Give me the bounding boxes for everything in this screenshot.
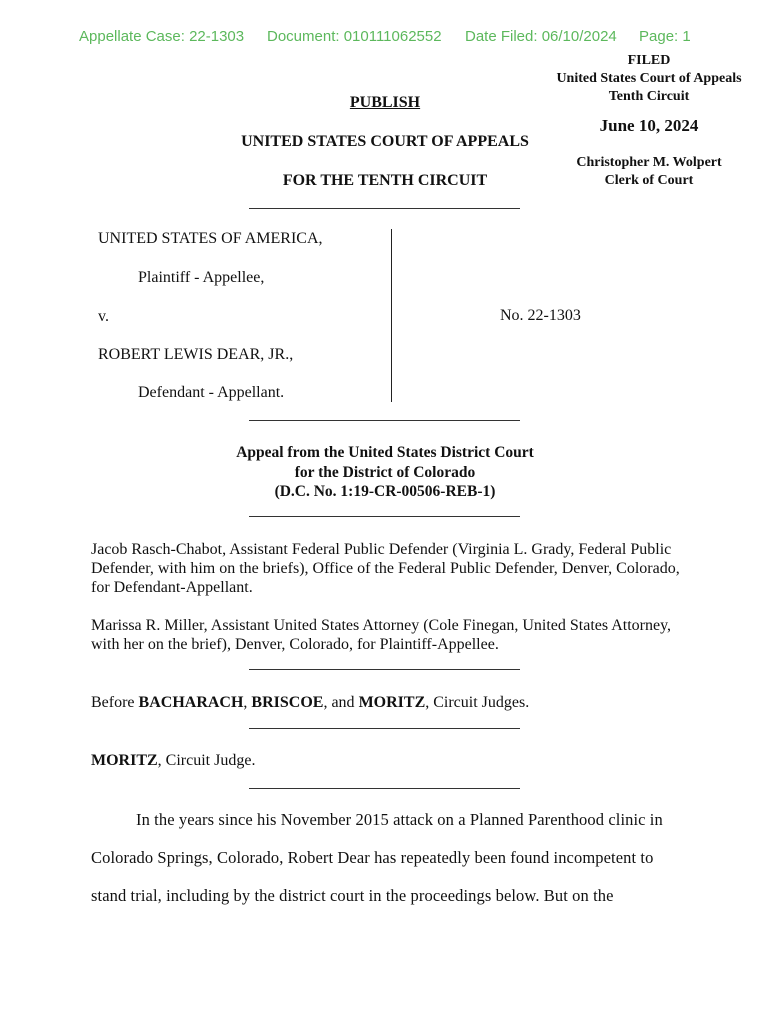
divider <box>249 669 520 670</box>
judge-name: MORITZ <box>358 694 426 711</box>
versus: v. <box>98 308 109 325</box>
filed-circuit: Tenth Circuit <box>608 89 690 104</box>
publish-label: PUBLISH <box>349 94 421 111</box>
judge-name: BRISCOE <box>251 694 324 711</box>
filed-court: United States Court of Appeals <box>556 71 742 86</box>
court-title: UNITED STATES COURT OF APPEALS <box>241 133 529 150</box>
defendant-name: ROBERT LEWIS DEAR, JR., <box>98 346 294 363</box>
appeal-line-2: for the District of Colorado <box>294 463 476 481</box>
divider <box>249 728 520 729</box>
plaintiff-name: UNITED STATES OF AMERICA, <box>98 230 323 247</box>
panel-before: Before <box>91 694 139 711</box>
clerk-title: Clerk of Court <box>604 173 694 188</box>
judge-name: BACHARACH <box>138 694 244 711</box>
counsel-appellee: Marissa R. Miller, Assistant United States Attorney (Cole Finegan, United States Attorney, with her on the brief), Denver, Colorado, for Plaintiff-Appellee. <box>91 617 672 653</box>
panel-separator: , <box>243 694 252 711</box>
circuit-title: FOR THE TENTH CIRCUIT <box>282 172 488 189</box>
filed-stamp <box>534 52 764 190</box>
header-document: Document: 010111062552 <box>267 28 442 45</box>
header-case: Appellate Case: 22-1303 <box>79 28 245 45</box>
panel-separator: , and <box>323 694 359 711</box>
divider <box>249 516 520 517</box>
clerk-name: Christopher M. Wolpert <box>576 155 722 170</box>
filed-date: June 10, 2024 <box>599 116 699 135</box>
appeal-line-1: Appeal from the United States District Court <box>236 444 534 461</box>
filed-label: FILED <box>627 53 671 68</box>
opinion-line-3: stand trial, including by the district court in the proceedings below. But on the <box>91 886 614 905</box>
author-line <box>91 752 255 770</box>
panel-line <box>91 694 529 712</box>
defendant-role: Defendant - Appellant. <box>138 384 285 401</box>
divider <box>249 208 520 209</box>
author-suffix: , Circuit Judge. <box>157 752 256 769</box>
divider <box>249 788 520 789</box>
plaintiff-role: Plaintiff - Appellee, <box>138 269 265 286</box>
opinion-line-2: Colorado Springs, Colorado, Robert Dear has repeatedly been found incompetent to <box>91 848 654 867</box>
appeal-block <box>220 443 550 502</box>
panel-suffix: , Circuit Judges. <box>425 694 530 711</box>
opinion-line-1: In the years since his November 2015 attack on a Planned Parenthood clinic in <box>136 810 663 829</box>
header-date-filed: Date Filed: 06/10/2024 <box>465 28 617 45</box>
author-name: MORITZ <box>91 752 158 769</box>
caption-vertical-rule <box>391 229 392 402</box>
header-page: Page: 1 <box>639 28 691 45</box>
counsel-appellant: Jacob Rasch-Chabot, Assistant Federal Public Defender (Virginia L. Grady, Federal Public Defender, with him on the briefs), Office of the Federal Public Defender, Denver, Colorado, for Defendant-Appellant. <box>91 541 680 596</box>
appeal-line-3: (D.C. No. 1:19-CR-00506-REB-1) <box>274 483 496 500</box>
divider <box>249 420 520 421</box>
case-number: No. 22-1303 <box>500 307 581 324</box>
